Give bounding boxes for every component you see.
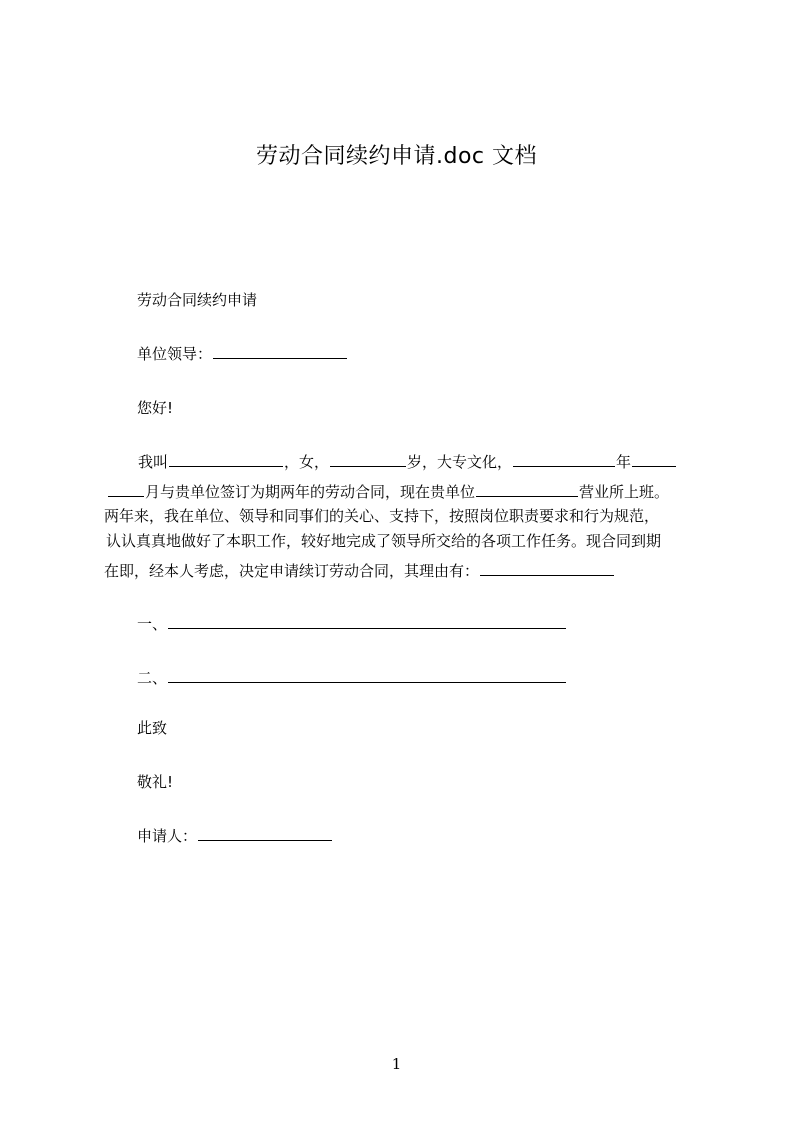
branch-blank[interactable] [476,482,578,497]
month-blank-start[interactable] [632,452,676,467]
reason-2-blank[interactable] [168,668,566,683]
applicant-signature-blank[interactable] [198,826,332,841]
body-text: 月与贵单位签订为期两年的劳动合同，现在贵单位 [145,483,476,501]
reason-1-blank[interactable] [168,614,566,629]
body-line-3: 两年来，我在单位、领导和同事们的关心、支持下，按照岗位职责要求和行为规范， [104,507,660,525]
reason-summary-blank[interactable] [480,561,614,576]
body-text: 我叫 [138,453,169,471]
leader-name-blank[interactable] [213,344,347,359]
month-blank-end[interactable] [108,482,144,497]
body-text: 岁，大专文化， [407,453,513,471]
body-text: 营业所上班。 [579,483,670,501]
letter-heading: 劳动合同续约申请 [137,291,258,309]
body-line-1 [138,451,677,473]
page-number: 1 [391,1055,402,1073]
greeting: 您好! [137,399,174,417]
body-text: 在即，经本人考虑，决定申请续订劳动合同，其理由有： [104,562,480,580]
applicant-line [137,825,333,847]
reason-1-label: 一、 [137,615,168,633]
closing-line-1: 此致 [137,719,168,737]
age-blank[interactable] [330,452,406,467]
body-text: 年 [616,453,632,471]
reason-2-line [137,667,567,689]
year-blank[interactable] [513,452,615,467]
applicant-name-blank[interactable] [169,452,283,467]
applicant-label: 申请人： [137,827,198,845]
salutation-label: 单位领导： [137,345,213,363]
document-title: 劳动合同续约申请.doc 文档 [255,144,537,169]
body-text: ，女， [284,453,330,471]
reason-2-label: 二、 [137,669,168,687]
body-line-2 [104,481,704,503]
closing-line-2: 敬礼! [137,773,174,791]
body-line-5 [104,560,704,582]
body-line-4: 认认真真地做好了本职工作，较好地完成了领导所交给的各项工作任务。现合同到期 [106,532,662,550]
salutation-line [137,343,348,365]
reason-1-line [137,613,567,635]
